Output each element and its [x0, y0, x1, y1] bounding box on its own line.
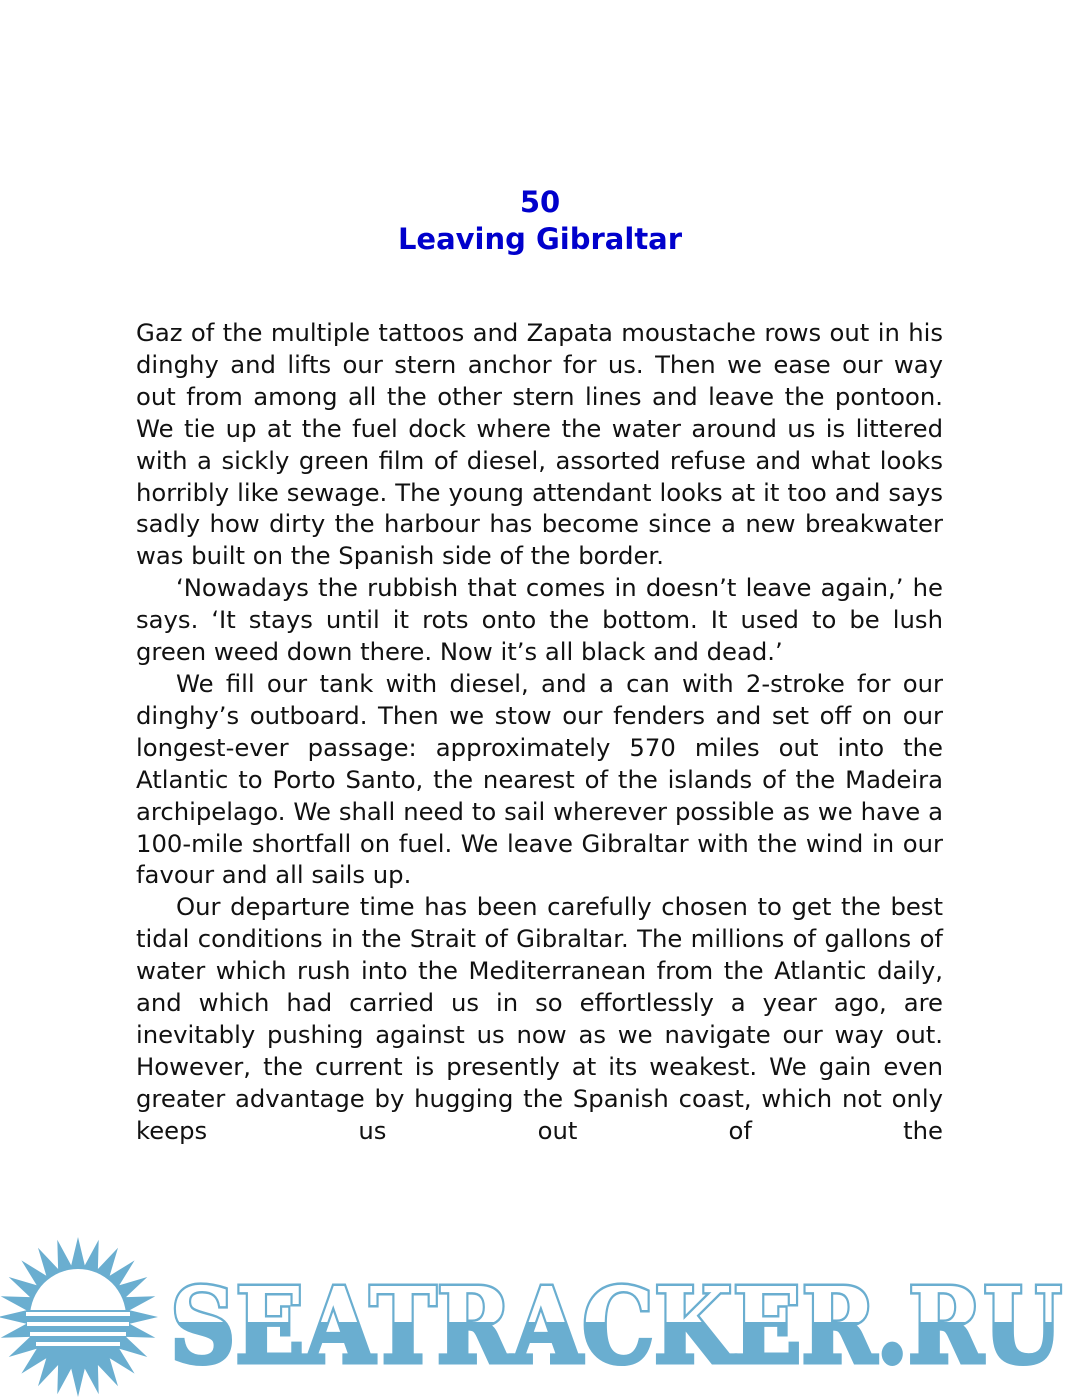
paragraph: We fill our tank with diesel, and a can with 2-stroke for our dinghy’s outboard. Then we stow our fenders and set off on our longest-ever passage: approximately 570 miles out into the Atlantic to Porto Santo, the nearest of the islands of the Madeira archipelago. We shall need to sail wherever possible as we have a 100-mile shortfall on fuel. We leave Gibraltar with the wind in our favour and all sails up.: [136, 668, 943, 890]
chapter-title: Leaving Gibraltar: [397, 222, 683, 256]
chapter-body: [136, 317, 943, 1147]
paragraph: ‘Nowadays the rubbish that comes in doesn’t leave again,’ he says. ‘It stays until it rots onto the bottom. It used to be lush green weed down there. Now it’s all black and dead.’: [136, 573, 943, 667]
paragraph: Our departure time has been carefully chosen to get the best tidal conditions in the Strait of Gibraltar. The millions of gallons of water which rush into the Mediterranean from the Atlantic daily, and which had carried us in so effortlessly a year ago, are inevitably pushing against us now as we navigate our way out. However, the current is presently at its weakest. We gain even greater advantage by hugging the Spanish coast, which not only keeps us out of the: [136, 892, 943, 1145]
watermark: [0, 1236, 1080, 1397]
chapter-heading: [0, 184, 1080, 258]
sun-icon: [0, 1237, 158, 1397]
watermark-text: SEATRACKER.RU: [170, 1264, 1062, 1387]
chapter-number: 50: [519, 185, 561, 219]
paragraph: Gaz of the multiple tattoos and Zapata moustache rows out in his dinghy and lifts our stern anchor for us. Then we ease our way out from among all the other stern lines and leave the pontoon. We tie up at the fuel dock where the water around us is littered with a sickly green film of diesel, assorted refuse and what looks horribly like sewage. The young attendant looks at it too and says sadly how dirty the harbour has become since a new breakwater was built on the Spanish side of the border.: [136, 318, 943, 571]
